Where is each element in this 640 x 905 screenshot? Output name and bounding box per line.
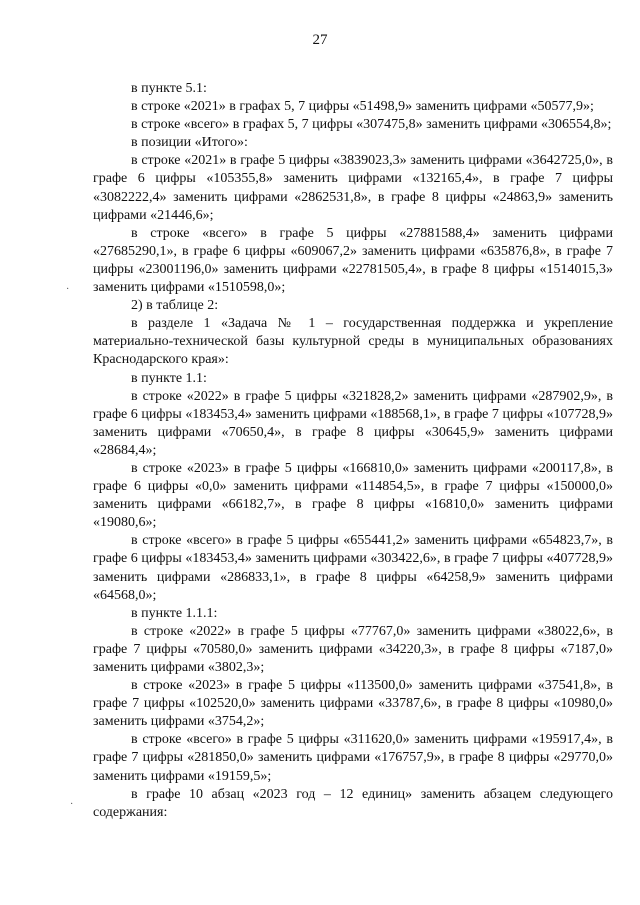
- margin-mark: ·: [70, 799, 74, 810]
- margin-mark: ·: [66, 284, 70, 295]
- paragraph: в строке «всего» в графе 5 цифры «655441,2» заменить цифрами «654823,7», в графе 6 цифры «183453,4» заменить цифрами «303422,6», в графе 7 цифры «407728,9» заменить цифрами «286833,1», в графе 8 цифры «64258,9» заменить цифрами «64568,0»;: [93, 533, 613, 603]
- paragraph: в строке «2021» в графах 5, 7 цифры «51498,9» заменить цифрами «50577,9»;: [131, 99, 594, 115]
- paragraph: 2) в таблице 2:: [131, 298, 219, 314]
- paragraph: в строке «всего» в графе 5 цифры «311620,0» заменить цифрами «195917,4», в графе 7 цифры «281850,0» заменить цифрами «176757,9», в графе 8 цифры «29770,0» заменить цифрами «19159,5»;: [93, 732, 613, 784]
- document-body: [93, 80, 613, 822]
- paragraph: в строке «2023» в графе 5 цифры «166810,0» заменить цифрами «200117,8», в графе 6 цифры «0,0» заменить цифрами «114854,5», в графе 7 цифры «150000,0» заменить цифрами «66182,7», в графе 8 цифры «16810,0» заменить цифрами «19080,6»;: [93, 460, 613, 531]
- paragraph: в пункте 1.1.1:: [131, 605, 218, 621]
- paragraph: в разделе 1 «Задача № 1 – государственная поддержка и укрепление материально-технической базы культурной среды в муниципальных образованиях Краснодарского края»:: [93, 316, 613, 368]
- page-number: 27: [312, 32, 328, 48]
- paragraph: в строке «2022» в графе 5 цифры «321828,2» заменить цифрами «287902,9», в графе 6 цифры «183453,4» заменить цифрами «188568,1», в графе 7 цифры «107728,9» заменить цифрами «70650,4», в графе 8 цифры «30645,9» заменить цифрами «28684,4»;: [93, 388, 613, 458]
- paragraph: в графе 10 абзац «2023 год – 12 единиц» заменить абзацем следующего содержания:: [93, 786, 613, 820]
- paragraph: в позиции «Итого»:: [131, 135, 248, 151]
- paragraph: в строке «всего» в графах 5, 7 цифры «307475,8» заменить цифрами «306554,8»;: [131, 117, 612, 133]
- paragraph: в строке «всего» в графе 5 цифры «27881588,4» заменить цифрами «27685290,1», в графе 6 цифры «609067,2» заменить цифрами «635876,8», в графе 7 цифры «23001196,0» заменить цифрами «22781505,4», в графе 8 цифры «1514015,3» заменить цифрами «1510598,0»;: [93, 225, 613, 296]
- paragraph: в пункте 1.1:: [131, 370, 207, 386]
- paragraph: в строке «2023» в графе 5 цифры «113500,0» заменить цифрами «37541,8», в графе 7 цифры «102520,0» заменить цифрами «33787,6», в графе 8 цифры «10980,0» заменить цифрами «3754,2»;: [93, 678, 613, 730]
- paragraph: в строке «2021» в графе 5 цифры «3839023,3» заменить цифрами «3642725,0», в графе 6 цифры «105355,8» заменить цифрами «132165,4», в графе 7 цифры «3082222,4» заменить цифрами «2862531,8», в графе 8 цифры «24863,9» заменить цифрами «21446,6»;: [93, 153, 613, 223]
- paragraph: в строке «2022» в графе 5 цифры «77767,0» заменить цифрами «38022,6», в графе 7 цифры «70580,0» заменить цифрами «34220,3», в графе 8 цифры «7187,0» заменить цифрами «3802,3»;: [93, 623, 613, 675]
- paragraph: в пункте 5.1:: [131, 81, 207, 96]
